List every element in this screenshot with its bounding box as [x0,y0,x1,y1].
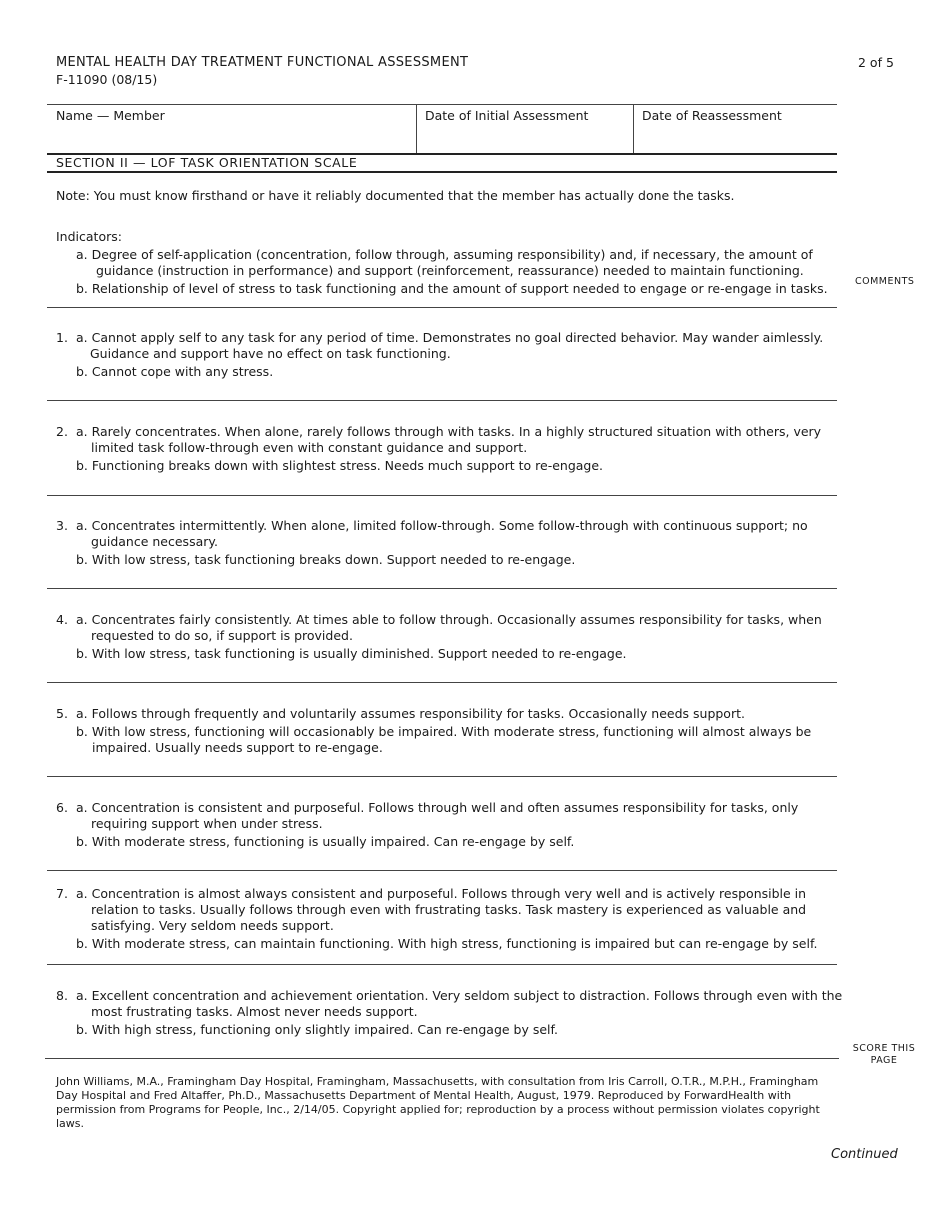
section-title: SECTION II — LOF TASK ORIENTATION SCALE [56,155,358,170]
initial-assessment-date-field[interactable] [416,105,634,153]
divider-level-8 [45,1058,839,1059]
reassessment-date-label: Date of Reassessment [642,108,782,123]
score-label-line2: PAGE [870,1055,898,1066]
divider-level-4 [47,682,837,683]
level-8-line-3: b. With high stress, functioning only slightly impaired. Can re-engage by self. [76,1022,558,1037]
reassessment-date-field[interactable] [633,105,837,153]
divider-level-7 [47,964,837,965]
level-5-line-2: b. With low stress, functioning will occasionably be impaired. With moderate stress, functioning will almost always be [76,724,812,739]
divider-level-3 [47,588,837,589]
level-4-number: 4. [56,612,68,627]
indicator-a-line2: guidance (instruction in performance) and support (reinforcement, reassurance) needed to maintain functioning. [96,263,804,278]
level-7-line-1: a. Concentration is almost always consistent and purposeful. Follows through very well and is actively responsible in [76,886,807,901]
level-2-line-1: a. Rarely concentrates. When alone, rarely follows through with tasks. In a highly structured situation with others, very [76,424,822,439]
score-label-line1: SCORE THIS [852,1043,916,1054]
name-member-label: Name — Member [56,108,165,123]
level-2-number: 2. [56,424,68,439]
form-number: F-11090 (08/15) [56,72,158,87]
name-member-field[interactable] [47,105,417,153]
section-divider [47,171,837,173]
level-8-line-1: a. Excellent concentration and achievement orientation. Very seldom subject to distraction. Follows through even with the [76,988,843,1003]
initial-assessment-date-label: Date of Initial Assessment [425,108,589,123]
continued-label: Continued [831,1147,898,1162]
level-7-number: 7. [56,886,68,901]
page-number: 2 of 5 [858,55,894,70]
indicators-label: Indicators: [56,229,122,244]
level-1-number: 1. [56,330,68,345]
level-8-number: 8. [56,988,68,1003]
divider-level-2 [47,495,837,496]
level-2-line-3: b. Functioning breaks down with slightest stress. Needs much support to re-engage. [76,458,604,473]
indicator-a-line1: a. Degree of self-application (concentration, follow through, assuming responsibility) and, if necessary, the amount of [76,247,813,262]
level-2-line-2: limited task follow-through even with constant guidance and support. [91,440,528,455]
level-6-line-3: b. With moderate stress, functioning is usually impaired. Can re-engage by self. [76,834,575,849]
level-5-line-3: impaired. Usually needs support to re-engage. [92,740,383,755]
divider-level-5 [47,776,837,777]
copyright-credit: John Williams, M.A., Framingham Day Hospital, Framingham, Massachusetts, with consultation from Iris Carroll, O.T.R., M.P.H., Framingham Day Hospital and Fred Altaffer, Ph.D., Massachusetts Department of Mental Health, August, 1979. Reproduced by ForwardHealth with permission from Programs for People, Inc., 2/14/05. Copyright applied for; reproduction by a process without permission violates copyright laws. [56,1075,820,1130]
member-info-row [47,104,837,155]
score-this-page-label [852,1043,916,1067]
form-title: MENTAL HEALTH DAY TREATMENT FUNCTIONAL ASSESSMENT [56,55,469,70]
divider-level-6 [47,870,837,871]
level-5-line-1: a. Follows through frequently and voluntarily assumes responsibility for tasks. Occasionally needs support. [76,706,745,721]
level-7-line-2: relation to tasks. Usually follows through even with frustrating tasks. Task mastery is experienced as valuable and [91,902,807,917]
level-1-line-2: Guidance and support have no effect on task functioning. [90,346,451,361]
level-4-line-3: b. With low stress, task functioning is usually diminished. Support needed to re-engage. [76,646,627,661]
level-4-line-2: requested to do so, if support is provided. [91,628,353,643]
level-7-line-3: satisfying. Very seldom needs support. [91,918,334,933]
divider-indicators [47,307,837,308]
level-6-line-2: requiring support when under stress. [91,816,323,831]
note-text: Note: You must know firsthand or have it reliably documented that the member has actually done the tasks. [56,188,735,203]
indicator-b: b. Relationship of level of stress to task functioning and the amount of support needed to engage or re-engage in tasks. [76,281,828,296]
divider-level-1 [47,400,837,401]
comments-label: COMMENTS [855,276,915,287]
level-3-number: 3. [56,518,68,533]
level-5-number: 5. [56,706,68,721]
level-6-line-1: a. Concentration is consistent and purposeful. Follows through well and often assumes responsibility for tasks, only [76,800,799,815]
level-1-line-1: a. Cannot apply self to any task for any period of time. Demonstrates no goal directed behavior. May wander aimlessly. [76,330,824,345]
level-3-line-1: a. Concentrates intermittently. When alone, limited follow-through. Some follow-through with continuous support; no [76,518,808,533]
level-7-line-4: b. With moderate stress, can maintain functioning. With high stress, functioning is impaired but can re-engage by self. [76,936,818,951]
level-8-line-2: most frustrating tasks. Almost never needs support. [91,1004,418,1019]
level-1-line-3: b. Cannot cope with any stress. [76,364,274,379]
level-6-number: 6. [56,800,68,815]
level-3-line-2: guidance necessary. [91,534,218,549]
level-3-line-3: b. With low stress, task functioning breaks down. Support needed to re-engage. [76,552,576,567]
level-4-line-1: a. Concentrates fairly consistently. At times able to follow through. Occasionally assumes responsibility for tasks, when [76,612,822,627]
